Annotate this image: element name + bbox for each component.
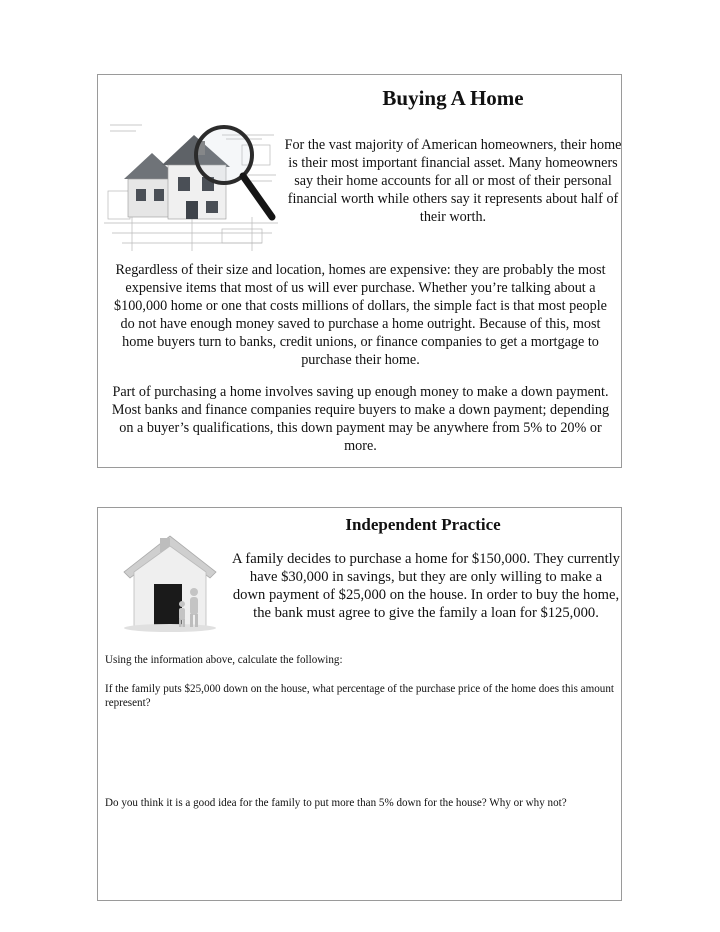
intro-paragraph: For the vast majority of American homeowners, their home is their most important financial asset. Many homeowners say their home accounts for all or most of their personal financial worth while others say it represents about half of their worth.	[284, 137, 622, 225]
question-2: Do you think it is a good idea for the family to put more than 5% down for the house? Why or why not?	[105, 797, 567, 809]
slide-independent-practice	[97, 507, 622, 901]
body-paragraph-down-payment: Part of purchasing a home involves saving up enough money to make a down payment. Most banks and finance companies require buyers to make a down payment; depending on a buyer’s qualifications, this down payment may be anywhere from 5% to 20% or more.	[111, 384, 610, 454]
slide-title: Buying A Home	[382, 86, 524, 110]
question-1: If the family puts $25,000 down on the house, what percentage of the purchase price of the home does this amount represent?	[105, 683, 614, 709]
slide-buying-a-home	[97, 74, 622, 468]
body-paragraph-cost: Regardless of their size and location, homes are expensive: they are probably the most expensive items that most of us will ever purchase. Whether you’re talking about a $100,000 home or one that costs millions of dollars, the simple fact is that most people do not have enough money saved to purchase a home outright. Because of this, most home buyers turn to banks, credit unions, or finance companies to get a mortgage to purchase their home.	[114, 262, 607, 368]
house-magnifier-illustration	[102, 105, 280, 253]
house-family-illustration	[120, 526, 220, 632]
instruction-text: Using the information above, calculate the following:	[105, 654, 343, 666]
slide-title: Independent Practice	[345, 515, 501, 534]
problem-statement: A family decides to purchase a home for $150,000. They currently have $30,000 in savings, but they are only willing to make a down payment of $25,000 on the house. In order to buy the home, the bank must agree to give the family a loan for $125,000.	[232, 551, 620, 621]
